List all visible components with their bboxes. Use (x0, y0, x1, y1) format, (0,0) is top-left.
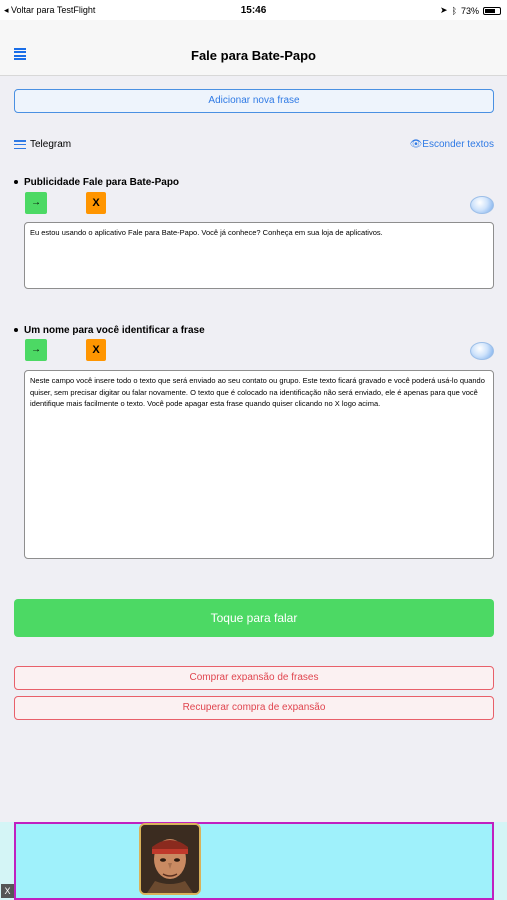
battery-percent: 73% (460, 5, 479, 16)
navigation-bar (0, 20, 507, 76)
speech-bubble-icon[interactable] (470, 342, 494, 360)
bullet-icon (14, 180, 18, 184)
eye-slash-icon: 👁 (409, 139, 423, 150)
status-bar (0, 0, 507, 20)
channel-label: Telegram (30, 139, 72, 150)
bluetooth-icon: ᛒ (451, 5, 457, 16)
buy-expansion-button[interactable]: Comprar expansão de frases (14, 666, 494, 690)
speech-bubble-icon[interactable] (470, 196, 494, 214)
page-title: Fale para Bate-Papo (191, 48, 316, 63)
ad-close-button[interactable]: X (1, 884, 14, 898)
battery-icon (483, 7, 501, 15)
location-icon: ➤ (440, 5, 448, 15)
phrase-title-text: Publicidade Fale para Bate-Papo (24, 177, 180, 188)
phrase-title-text: Um nome para você identificar a frase (24, 325, 205, 336)
restore-purchase-button[interactable]: Recuperar compra de expansão (14, 696, 494, 720)
battery-fill (485, 9, 495, 13)
back-to-testflight-link[interactable]: ◂ Voltar para TestFlight (4, 5, 96, 15)
phrase-title (14, 177, 179, 188)
ad-banner[interactable] (0, 822, 507, 900)
phrase-title (14, 325, 205, 336)
speak-button[interactable]: Toque para falar (14, 599, 494, 637)
send-phrase-button[interactable]: → (25, 192, 47, 214)
list-icon (14, 140, 26, 149)
hide-texts-link[interactable] (410, 139, 494, 150)
telegram-selector[interactable] (14, 139, 71, 150)
send-phrase-button[interactable]: → (25, 339, 47, 361)
add-phrase-button[interactable]: Adicionar nova frase (14, 89, 494, 113)
warrior-portrait-icon (141, 825, 199, 893)
delete-phrase-button[interactable]: X (86, 339, 106, 361)
hide-texts-label: Esconder textos (422, 139, 494, 150)
status-time: 15:46 (240, 5, 267, 16)
ad-side-panel (494, 822, 507, 900)
status-indicators (440, 5, 501, 16)
ad-creative[interactable] (14, 822, 494, 900)
delete-phrase-button[interactable]: X (86, 192, 106, 214)
bullet-icon (14, 328, 18, 332)
ad-character-portrait[interactable] (139, 823, 201, 895)
phrase-text-field[interactable]: Eu estou usando o aplicativo Fale para Bate-Papo. Você já conhece? Conheça em sua loja de aplicativos. (24, 222, 494, 289)
phrase-text-field[interactable]: Neste campo você insere todo o texto que será enviado ao seu contato ou grupo. Este texto ficará gravado e você poderá usá-lo quando quiser, sem precisar digitar ou falar novamente. O texto que é colocado na identificação não será enviado, ele é apenas para que você identifique mais facilmente o texto. Você pode apagar esta frase quando quiser clicando no X logo acima. (24, 370, 494, 559)
